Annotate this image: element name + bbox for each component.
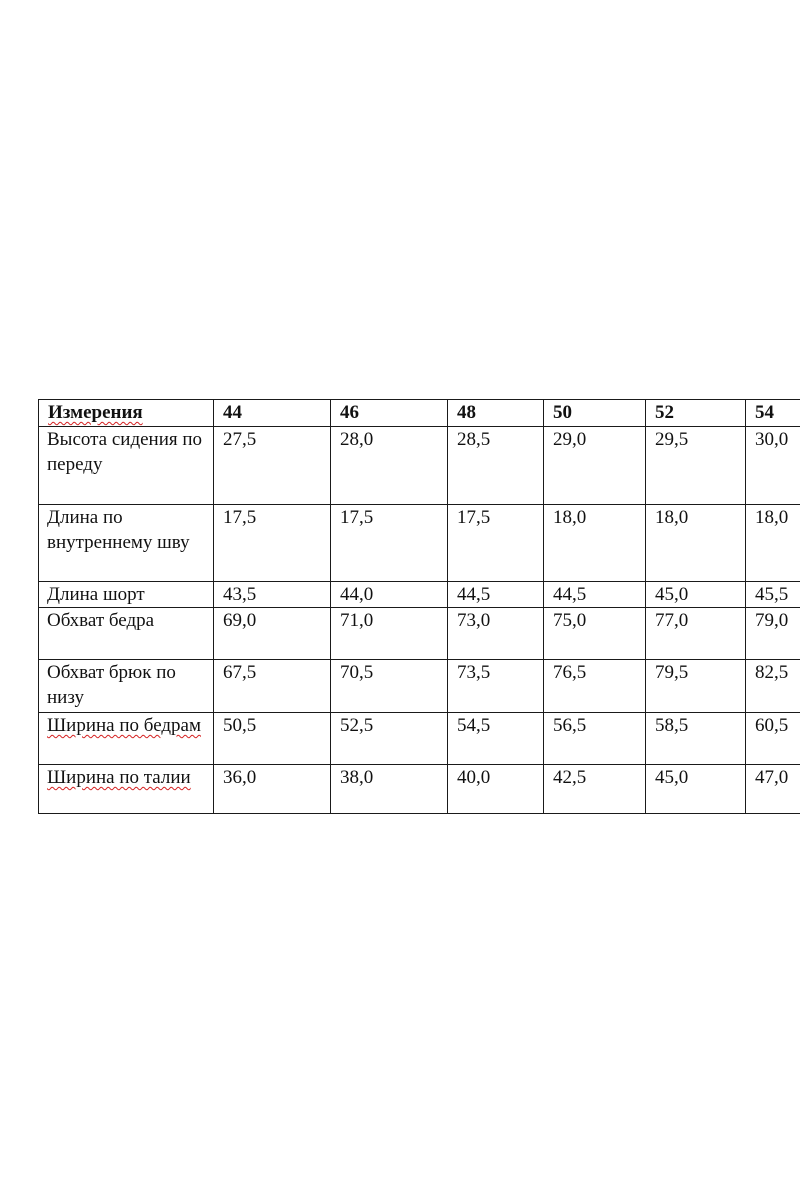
table-cell: 75,0 — [544, 608, 646, 660]
table-cell: 44,0 — [331, 582, 448, 608]
table-cell: 79,5 — [646, 660, 746, 713]
table-cell: 30,0 — [746, 427, 800, 505]
table-row — [39, 582, 800, 608]
table-row — [39, 505, 800, 582]
table-cell: 17,5 — [448, 505, 544, 582]
table-cell: 28,5 — [448, 427, 544, 505]
table-cell: 60,5 — [746, 713, 800, 765]
table-cell: 18,0 — [646, 505, 746, 582]
row-label: Высота сидения по переду — [39, 427, 214, 505]
table-cell: 29,0 — [544, 427, 646, 505]
table-row — [39, 713, 800, 765]
table-cell: 67,5 — [214, 660, 331, 713]
table-row — [39, 765, 800, 814]
header-measurements-label: Измерения — [48, 402, 143, 423]
table-cell: 52,5 — [331, 713, 448, 765]
table-cell: 29,5 — [646, 427, 746, 505]
header-measurements — [39, 400, 214, 427]
table-cell: 45,5 — [746, 582, 800, 608]
table-cell: 54,5 — [448, 713, 544, 765]
table-cell: 36,0 — [214, 765, 331, 814]
table-cell: 18,0 — [544, 505, 646, 582]
table-cell: 56,5 — [544, 713, 646, 765]
table-cell: 47,0 — [746, 765, 800, 814]
table-cell: 28,0 — [331, 427, 448, 505]
header-size-54: 54 — [746, 400, 800, 427]
size-chart-table — [38, 399, 800, 814]
table-cell: 82,5 — [746, 660, 800, 713]
table-cell: 44,5 — [544, 582, 646, 608]
table-cell: 50,5 — [214, 713, 331, 765]
table-cell: 17,5 — [214, 505, 331, 582]
table-row — [39, 660, 800, 713]
table-cell: 17,5 — [331, 505, 448, 582]
table-cell: 79,0 — [746, 608, 800, 660]
row-label: Ширина по бедрам — [47, 715, 201, 736]
row-label-cell — [39, 765, 214, 814]
table-cell: 44,5 — [448, 582, 544, 608]
table-cell: 18,0 — [746, 505, 800, 582]
header-size-52: 52 — [646, 400, 746, 427]
table-row — [39, 427, 800, 505]
table-cell: 45,0 — [646, 582, 746, 608]
table-cell: 40,0 — [448, 765, 544, 814]
header-size-46: 46 — [331, 400, 448, 427]
header-size-48: 48 — [448, 400, 544, 427]
table-cell: 69,0 — [214, 608, 331, 660]
table-cell: 43,5 — [214, 582, 331, 608]
table-header-row — [39, 400, 800, 427]
table-cell: 73,0 — [448, 608, 544, 660]
table-cell: 27,5 — [214, 427, 331, 505]
row-label: Обхват брюк по низу — [39, 660, 214, 713]
header-size-50: 50 — [544, 400, 646, 427]
row-label-cell — [39, 713, 214, 765]
row-label: Длина шорт — [39, 582, 214, 608]
table-cell: 76,5 — [544, 660, 646, 713]
row-label: Ширина по талии — [47, 767, 191, 788]
table-cell: 71,0 — [331, 608, 448, 660]
table-cell: 38,0 — [331, 765, 448, 814]
table-cell: 70,5 — [331, 660, 448, 713]
table-row — [39, 608, 800, 660]
header-size-44: 44 — [214, 400, 331, 427]
table-cell: 73,5 — [448, 660, 544, 713]
table-cell: 42,5 — [544, 765, 646, 814]
row-label: Длина по внутреннему шву — [39, 505, 214, 582]
row-label: Обхват бедра — [39, 608, 214, 660]
table-cell: 58,5 — [646, 713, 746, 765]
table-cell: 77,0 — [646, 608, 746, 660]
table-cell: 45,0 — [646, 765, 746, 814]
